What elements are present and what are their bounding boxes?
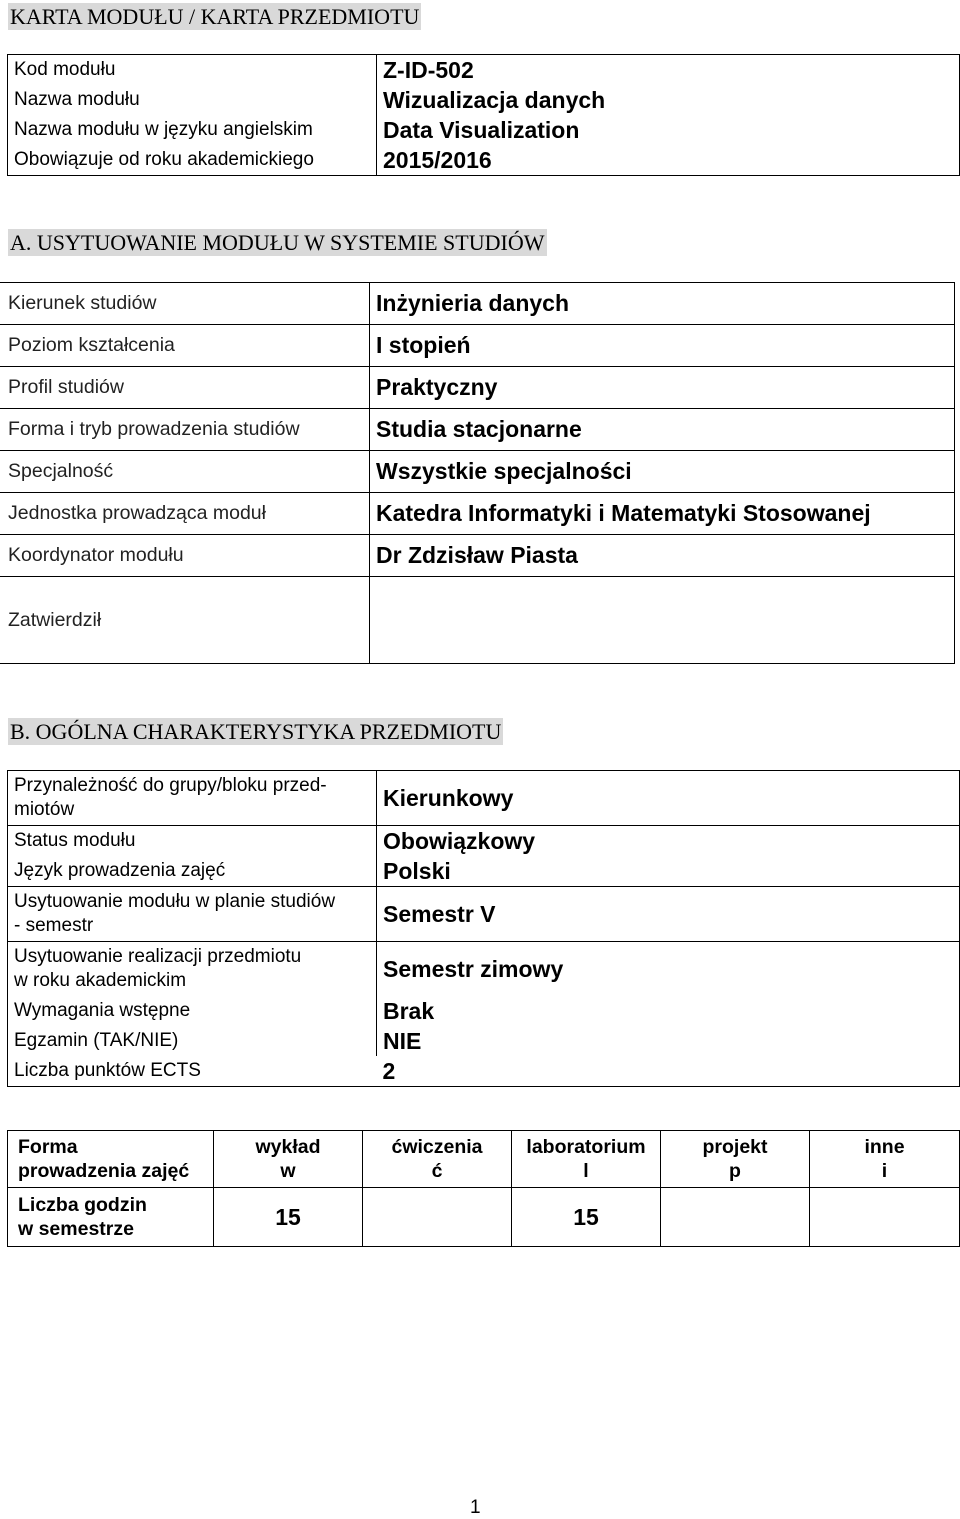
specialization-value: Wszystkie specjalności — [370, 451, 955, 493]
table-row — [8, 826, 960, 857]
study-profile-label: Profil studiów — [0, 367, 370, 409]
other-header: inne i — [810, 1131, 960, 1188]
module-code-label: Kod modułu — [8, 55, 377, 86]
table-row — [8, 1188, 960, 1247]
module-status-label: Status modułu — [8, 826, 377, 857]
academic-year-label: Obowiązuje od roku akademickiego — [8, 145, 377, 176]
approved-by-value — [370, 577, 955, 664]
class-form-label: Forma prowadzenia zajęć — [8, 1131, 214, 1188]
table-row — [8, 1026, 960, 1056]
ects-value: 2 — [382, 1058, 396, 1084]
exam-value: NIE — [383, 1028, 422, 1054]
exercises-hours — [363, 1188, 512, 1247]
semester-placement-label: Usytuowanie modułu w planie studiów - semestr — [8, 887, 377, 942]
general-characteristics-table — [7, 770, 960, 1087]
coordinator-label: Koordynator modułu — [0, 535, 370, 577]
module-name-en-value: Data Visualization — [383, 116, 580, 143]
module-name-label: Nazwa modułu — [8, 85, 377, 115]
table-row — [8, 887, 960, 942]
module-name-en-label: Nazwa modułu w języku angielskim — [8, 115, 377, 145]
unit-value: Katedra Informatyki i Matematyki Stosowanej — [370, 493, 955, 535]
table-row — [8, 115, 960, 145]
study-mode-label: Forma i tryb prowadzenia studiów — [0, 409, 370, 451]
language-value: Polski — [383, 858, 451, 884]
language-label: Język prowadzenia zajęć — [8, 856, 377, 887]
hours-per-semester-label: Liczba godzin w semestrze — [8, 1188, 214, 1247]
exam-label: Egzamin (TAK/NIE) — [8, 1026, 377, 1056]
ects-label: Liczba punktów ECTS — [14, 1060, 201, 1081]
table-row — [8, 55, 960, 86]
specialization-label: Specjalność — [0, 451, 370, 493]
module-group-label: Przynależność do grupy/bloku przed- miotów — [8, 771, 377, 826]
project-hours — [661, 1188, 810, 1247]
table-row — [8, 996, 960, 1026]
field-of-study-label: Kierunek studiów — [0, 283, 370, 325]
education-level-value: I stopień — [370, 325, 955, 367]
project-header: projekt p — [661, 1131, 810, 1188]
module-code-value: Z-ID-502 — [383, 56, 474, 83]
table-row — [0, 325, 955, 367]
module-info-table — [7, 54, 960, 176]
class-hours-table — [7, 1130, 960, 1247]
table-row — [0, 409, 955, 451]
table-row — [8, 1056, 960, 1087]
other-hours — [810, 1188, 960, 1247]
unit-label: Jednostka prowadząca moduł — [0, 493, 370, 535]
table-row — [8, 856, 960, 887]
table-row — [0, 535, 955, 577]
module-name-value: Wizualizacja danych — [383, 86, 606, 113]
lecture-hours: 15 — [214, 1188, 363, 1247]
semester-placement-value: Semestr V — [377, 887, 960, 942]
table-row — [8, 85, 960, 115]
lecture-header: wykład w — [214, 1131, 363, 1188]
module-status-value: Obowiązkowy — [377, 826, 960, 857]
education-level-label: Poziom kształcenia — [0, 325, 370, 367]
prerequisites-value: Brak — [383, 998, 435, 1024]
academic-year-value: 2015/2016 — [383, 146, 492, 173]
approved-by-label: Zatwierdził — [0, 577, 370, 664]
table-row — [0, 493, 955, 535]
prerequisites-label: Wymagania wstępne — [8, 996, 377, 1026]
laboratory-hours: 15 — [512, 1188, 661, 1247]
table-row — [8, 145, 960, 176]
table-row — [0, 577, 955, 664]
table-row — [8, 1131, 960, 1188]
table-row — [0, 451, 955, 493]
field-of-study-value: Inżynieria danych — [370, 283, 955, 325]
study-mode-value: Studia stacjonarne — [370, 409, 955, 451]
exercises-header: ćwiczenia ć — [363, 1131, 512, 1188]
academic-year-realization-value: Semestr zimowy — [377, 942, 960, 997]
page-number: 1 — [470, 1497, 481, 1518]
study-placement-table — [0, 282, 955, 664]
study-profile-value: Praktyczny — [370, 367, 955, 409]
table-row — [0, 367, 955, 409]
document-title: KARTA MODUŁU / KARTA PRZEDMIOTU — [10, 4, 420, 29]
coordinator-value: Dr Zdzisław Piasta — [370, 535, 955, 577]
table-row — [8, 771, 960, 826]
module-group-value: Kierunkowy — [383, 785, 514, 811]
table-row — [0, 283, 955, 325]
academic-year-realization-label: Usytuowanie realizacji przedmiotu w roku akademickim — [8, 942, 377, 997]
section-b-heading: B. OGÓLNA CHARAKTERYSTYKA PRZEDMIOTU — [10, 719, 502, 744]
table-row — [8, 942, 960, 997]
laboratory-header: laboratorium l — [512, 1131, 661, 1188]
section-a-heading: A. USYTUOWANIE MODUŁU W SYSTEMIE STUDIÓW — [10, 230, 545, 255]
